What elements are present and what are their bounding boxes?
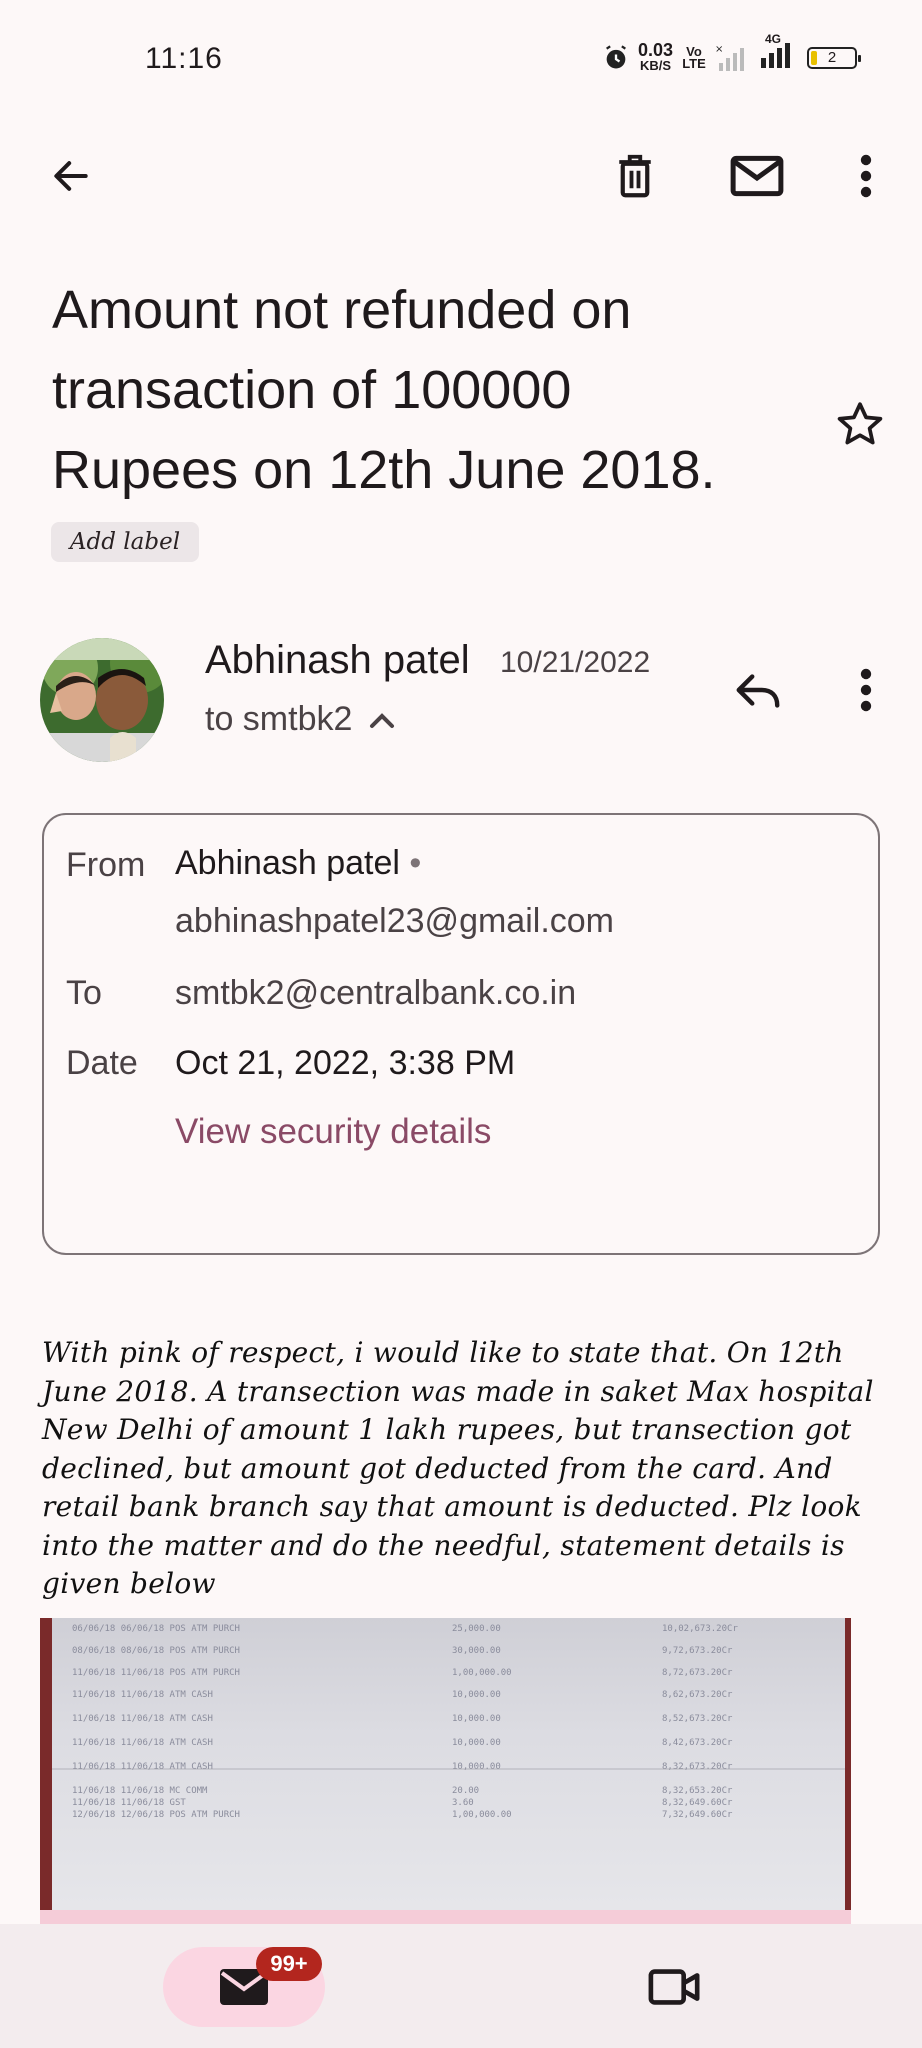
statement-image[interactable] xyxy=(40,1618,851,1910)
video-icon xyxy=(648,1966,702,2008)
email-body: With pink of respect, i would like to state that. On 12th June 2018. A transection was made in saket Max hospital New Delhi of amount 1 lakh rupees, but transection got declined, but amount got deducted from the card. And retail bank branch say that amount is deducted. Plz look into the matter and do the needful, statement details is given below xyxy=(42,1336,874,1600)
email-subject: Amount not refunded on transaction of 100000 Rupees on 12th June 2018. xyxy=(52,280,716,500)
sender-avatar[interactable] xyxy=(40,638,164,762)
battery-icon: 2 xyxy=(807,47,857,69)
star-icon xyxy=(835,399,885,449)
back-button[interactable] xyxy=(40,145,102,207)
mail-icon xyxy=(730,154,784,198)
more-options-button[interactable] xyxy=(836,145,896,207)
statement-paper: 06/06/18 06/06/18 POS ATM PURCH 25,000.00 10,02,673.20Cr 08/06/18 08/06/18 POS ATM PURCH 30,000.00 9,72,673.20Cr 11/06/18 11/06/18 POS ATM PURCH 1,00,000.00 8,72,673.20Cr 11/06/18 11/06/18 ATM CASH 10,000.00 8,62,673.20Cr 11/06/18 11/06/18 ATM CASH 10,000.00 8,52,673.20Cr 11/06/18 11/06/18 ATM CASH 10,000.00 8,42,673.20Cr 11/06/18 11/06/18 ATM CASH 10,000.00 8,32,673.20Cr 11/06/18 11/06/18 MC COMM 20.00 8,32,653.20Cr 11/06/18 11/06/18 GST 3.60 8,32,649.60Cr 12/06/18 12/06/18 POS ATM PURCH 1,00,000.00 7,32,649.60Cr xyxy=(52,1618,845,1910)
star-button[interactable] xyxy=(832,396,888,452)
attachment-strip xyxy=(40,1910,851,1924)
recipient-toggle[interactable] xyxy=(205,700,396,739)
svg-text:×: × xyxy=(715,43,724,55)
add-label-chip[interactable]: Add label xyxy=(51,522,199,562)
from-email[interactable]: abhinashpatel23@gmail.com xyxy=(175,902,614,940)
sender-name: Abhinash patel xyxy=(205,638,470,682)
more-vert-icon xyxy=(860,668,872,712)
status-icons xyxy=(602,32,857,75)
to-value[interactable]: smtbk2@centralbank.co.in xyxy=(175,974,577,1012)
network-speed: 0.03 KB/S xyxy=(637,39,673,73)
mark-unread-button[interactable] xyxy=(726,145,788,207)
to-summary: to smtbk2 xyxy=(205,700,353,738)
view-security-details-link[interactable]: View security details xyxy=(175,1112,492,1151)
from-name: Abhinash patel xyxy=(175,844,400,882)
alarm-icon xyxy=(602,44,630,72)
signal-4g: 4G xyxy=(759,40,799,75)
reply-icon xyxy=(733,670,783,710)
nav-meet-tab[interactable] xyxy=(640,1955,710,2019)
unread-count-badge: 99+ xyxy=(256,1947,322,1981)
message-more-button[interactable] xyxy=(836,662,896,718)
chevron-up-icon xyxy=(368,710,396,730)
from-value: Abhinash patel • abhinashpatel23@gmail.com xyxy=(175,844,614,940)
back-arrow-icon xyxy=(49,154,93,198)
volte-indicator: Vo LTE xyxy=(682,43,706,71)
reply-button[interactable] xyxy=(728,662,788,718)
status-time: 11:16 xyxy=(145,42,223,75)
more-vert-icon xyxy=(860,154,872,198)
sender-date: 10/21/2022 xyxy=(500,646,651,679)
date-label: Date xyxy=(66,1044,138,1082)
delete-button[interactable] xyxy=(604,145,666,207)
bottom-navigation xyxy=(0,1924,922,2048)
to-label: To xyxy=(66,974,102,1012)
signal-icon xyxy=(715,43,751,73)
from-label: From xyxy=(66,846,146,884)
delete-icon xyxy=(614,152,656,200)
date-value: Oct 21, 2022, 3:38 PM xyxy=(175,1044,516,1082)
